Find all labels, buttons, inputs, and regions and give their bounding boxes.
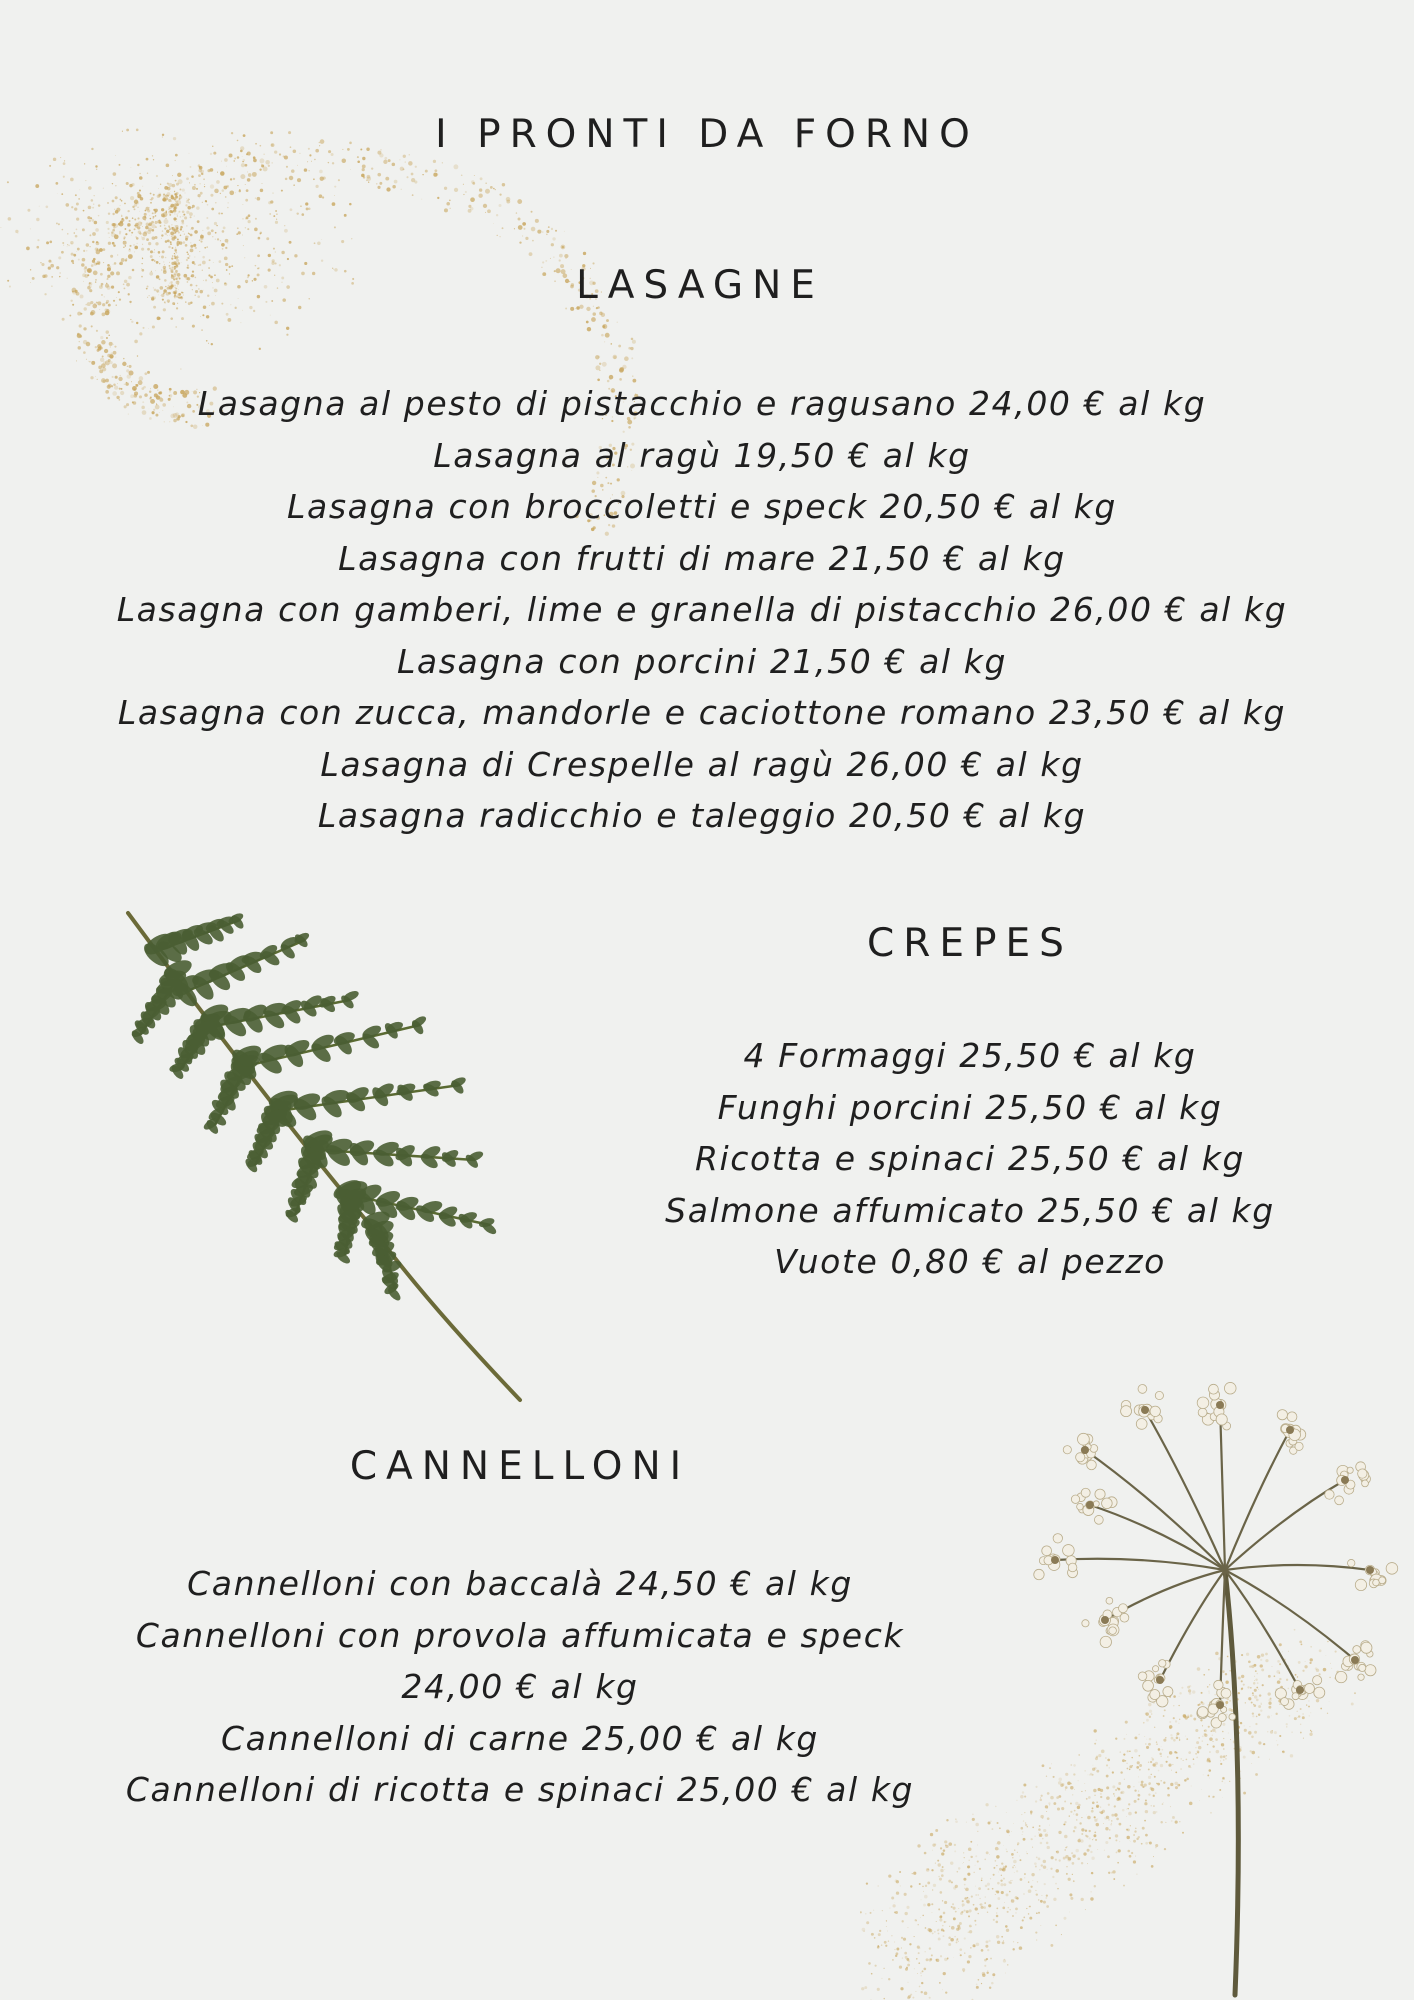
list-item: Cannelloni con provola affumicata e speck <box>135 1615 905 1655</box>
list-item: Lasagna con frutti di mare 21,50 € al kg <box>338 538 1066 578</box>
page-title: I PRONTI DA FORNO <box>435 112 979 157</box>
dried-flower-umbel-icon <box>1010 1370 1414 2000</box>
list-item: Salmone affumicato 25,50 € al kg <box>665 1190 1275 1230</box>
list-item: Funghi porcini 25,50 € al kg <box>717 1087 1223 1127</box>
section-heading-cannelloni: CANNELLONI <box>349 1444 691 1489</box>
list-item: Cannelloni con baccalà 24,50 € al kg <box>187 1564 853 1603</box>
list-item: Ricotta e spinaci 25,50 € al kg <box>694 1139 1246 1178</box>
list-item: Lasagna con broccoletti e speck 20,50 € al kg <box>287 487 1117 526</box>
cannelloni-list <box>120 1558 920 1816</box>
list-item: Lasagna radicchio e taleggio 20,50 € al kg <box>317 796 1087 835</box>
section-heading-crepes: CREPES <box>867 921 1073 966</box>
lasagne-list <box>0 378 1404 842</box>
list-item: Cannelloni di ricotta e spinaci 25,00 € al kg <box>125 1770 915 1809</box>
list-item: Vuote 0,80 € al pezzo <box>774 1242 1166 1281</box>
list-item: Cannelloni di carne 25,00 € al kg <box>221 1718 819 1758</box>
list-item: Lasagna con zucca, mandorle e caciottone romano 23,50 € al kg <box>117 693 1287 732</box>
list-item: 24,00 € al kg <box>401 1667 639 1706</box>
list-item: Lasagna al pesto di pistacchio e ragusano 24,00 € al kg <box>197 384 1207 423</box>
fern-leaf-icon <box>120 895 540 1415</box>
list-item: Lasagna con gamberi, lime e granella di pistacchio 26,00 € al kg <box>116 590 1288 629</box>
crepes-list <box>660 1030 1280 1288</box>
list-item: Lasagna con porcini 21,50 € al kg <box>396 641 1008 681</box>
list-item: Lasagna al ragù 19,50 € al kg <box>433 435 971 475</box>
section-heading-lasagne: LASAGNE <box>576 263 824 308</box>
list-item: Lasagna di Crespelle al ragù 26,00 € al kg <box>320 744 1084 784</box>
list-item: 4 Formaggi 25,50 € al kg <box>743 1036 1197 1075</box>
